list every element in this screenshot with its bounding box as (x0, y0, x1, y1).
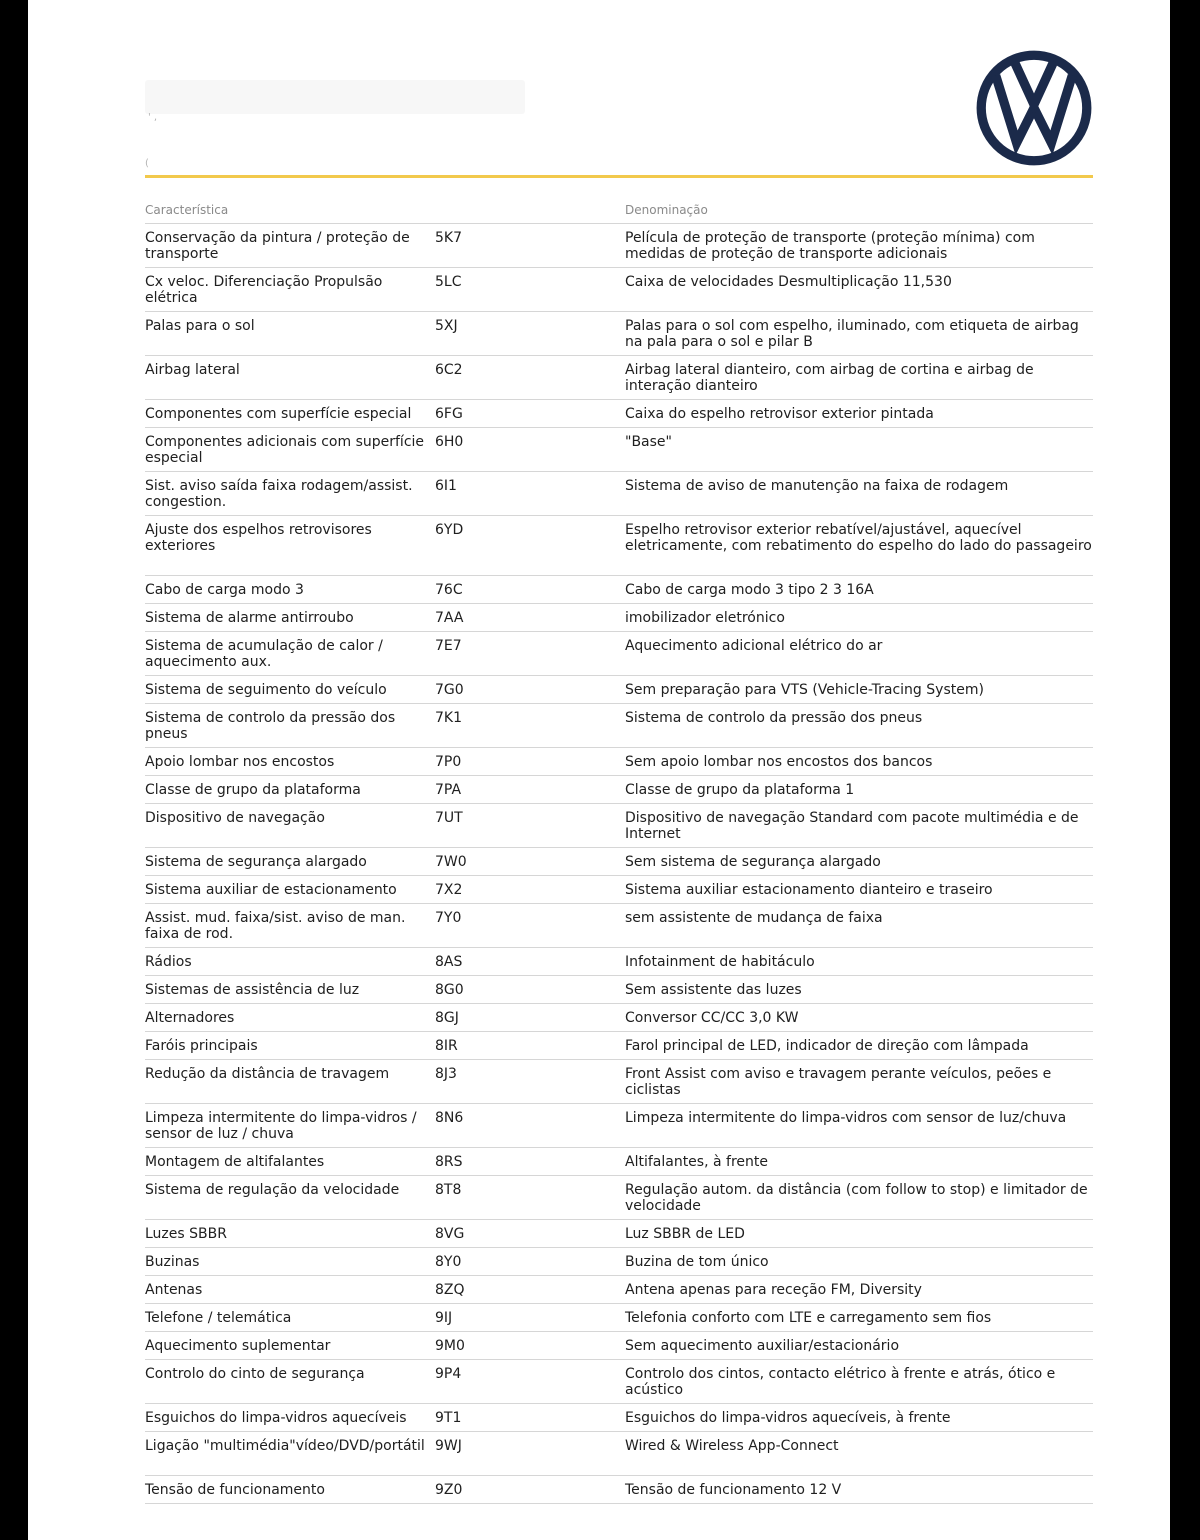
cell-code: 6C2 (435, 362, 463, 378)
column-header-denomination: Denominação (625, 202, 708, 217)
cell-code: 7Y0 (435, 910, 462, 926)
cell-characteristic: Montagem de altifalantes (145, 1154, 325, 1170)
table-row (145, 312, 1093, 356)
cell-denomination: Palas para o sol com espelho, iluminado, com etiqueta de airbag na pala para o sol e pilar B (625, 318, 1079, 350)
table-row (145, 356, 1093, 400)
cell-denomination: Caixa do espelho retrovisor exterior pintada (625, 406, 934, 422)
cell-characteristic: Palas para o sol (145, 318, 255, 334)
table-body (145, 224, 1093, 1504)
faded-mark: ' , (148, 112, 158, 123)
cell-characteristic: Sistema de acumulação de calor / aquecimento aux. (145, 638, 383, 670)
cell-characteristic: Controlo do cinto de segurança (145, 1366, 365, 1382)
cell-characteristic: Faróis principais (145, 1038, 258, 1054)
cell-code: 8GJ (435, 1010, 459, 1026)
cell-characteristic: Classe de grupo da plataforma (145, 782, 361, 798)
cell-characteristic: Aquecimento suplementar (145, 1338, 331, 1354)
table-row (145, 576, 1093, 604)
cell-denomination: Classe de grupo da plataforma 1 (625, 782, 855, 798)
cell-denomination: Sem apoio lombar nos encostos dos bancos (625, 754, 933, 770)
cell-characteristic: Esguichos do limpa-vidros aquecíveis (145, 1410, 407, 1426)
cell-code: 8Y0 (435, 1254, 462, 1270)
table-row (145, 632, 1093, 676)
cell-code: 8AS (435, 954, 463, 970)
cell-code: 8ZQ (435, 1282, 465, 1298)
cell-code: 5LC (435, 274, 462, 290)
cell-characteristic: Apoio lombar nos encostos (145, 754, 335, 770)
cell-code: 6YD (435, 522, 464, 538)
cell-characteristic: Cabo de carga modo 3 (145, 582, 304, 598)
cell-characteristic: Sistema de regulação da velocidade (145, 1182, 400, 1198)
table-row (145, 1220, 1093, 1248)
table-row (145, 400, 1093, 428)
table-row (145, 1032, 1093, 1060)
table-row (145, 604, 1093, 632)
cell-characteristic: Luzes SBBR (145, 1226, 227, 1242)
cell-code: 9P4 (435, 1366, 462, 1382)
specification-table (145, 196, 1093, 1504)
table-row (145, 472, 1093, 516)
cell-denomination: Luz SBBR de LED (625, 1226, 745, 1242)
cell-characteristic: Sistema de controlo da pressão dos pneus (145, 710, 396, 742)
cell-code: 8J3 (435, 1066, 457, 1082)
cell-code: 8N6 (435, 1110, 464, 1126)
cell-characteristic: Buzinas (145, 1254, 200, 1270)
cell-code: 7PA (435, 782, 462, 798)
table-row (145, 224, 1093, 268)
cell-denomination: Tensão de funcionamento 12 V (625, 1482, 842, 1498)
cell-denomination: "Base" (625, 434, 672, 450)
table-row (145, 1248, 1093, 1276)
cell-code: 6I1 (435, 478, 457, 494)
cell-code: 9Z0 (435, 1482, 463, 1498)
cell-code: 7E7 (435, 638, 462, 654)
table-row (145, 904, 1093, 948)
cell-characteristic: Limpeza intermitente do limpa-vidros / sensor de luz / chuva (145, 1110, 417, 1142)
cell-code: 8VG (435, 1226, 465, 1242)
cell-denomination: Controlo dos cintos, contacto elétrico à frente e atrás, ótico e acústico (625, 1366, 1056, 1398)
cell-code: 9T1 (435, 1410, 462, 1426)
cell-denomination: Sistema de aviso de manutenção na faixa de rodagem (625, 478, 1009, 494)
cell-denomination: Antena apenas para receção FM, Diversity (625, 1282, 922, 1298)
cell-denomination: Cabo de carga modo 3 tipo 2 3 16A (625, 582, 874, 598)
cell-code: 5K7 (435, 230, 462, 246)
cell-characteristic: Redução da distância de travagem (145, 1066, 390, 1082)
cell-denomination: Limpeza intermitente do limpa-vidros com sensor de luz/chuva (625, 1110, 1067, 1126)
table-row (145, 1432, 1093, 1476)
cell-characteristic: Rádios (145, 954, 192, 970)
faded-mark: ( (145, 158, 149, 169)
table-header (145, 196, 1093, 224)
table-row (145, 1476, 1093, 1504)
cell-denomination: Espelho retrovisor exterior rebatível/ajustável, aquecível eletricamente, com rebatimento do espelho do lado do passageiro (625, 522, 1092, 554)
cell-characteristic: Assist. mud. faixa/sist. aviso de man. faixa de rod. (145, 910, 406, 942)
table-row (145, 516, 1093, 576)
cell-denomination: Farol principal de LED, indicador de direção com lâmpada (625, 1038, 1029, 1054)
cell-characteristic: Componentes com superfície especial (145, 406, 412, 422)
table-row (145, 1360, 1093, 1404)
cell-code: 6H0 (435, 434, 464, 450)
table-row (145, 848, 1093, 876)
cell-code: 9WJ (435, 1438, 462, 1454)
cell-denomination: Infotainment de habitáculo (625, 954, 815, 970)
cell-denomination: Sistema de controlo da pressão dos pneus (625, 710, 923, 726)
table-row (145, 1332, 1093, 1360)
cell-characteristic: Conservação da pintura / proteção de transporte (145, 230, 410, 262)
cell-denomination: Sistema auxiliar estacionamento dianteiro e traseiro (625, 882, 993, 898)
cell-denomination: Regulação autom. da distância (com follow to stop) e limitador de velocidade (625, 1182, 1088, 1214)
table-row (145, 948, 1093, 976)
cell-denomination: imobilizador eletrónico (625, 610, 785, 626)
cell-denomination: Front Assist com aviso e travagem perante veículos, peões e ciclistas (625, 1066, 1052, 1098)
cell-denomination: Dispositivo de navegação Standard com pacote multimédia e de Internet (625, 810, 1079, 842)
header-accent-rule (145, 175, 1093, 178)
cell-code: 7G0 (435, 682, 464, 698)
table-row (145, 976, 1093, 1004)
cell-code: 7W0 (435, 854, 467, 870)
cell-code: 9M0 (435, 1338, 465, 1354)
cell-denomination: Wired & Wireless App-Connect (625, 1438, 839, 1454)
cell-code: 8RS (435, 1154, 463, 1170)
cell-denomination: Esguichos do limpa-vidros aquecíveis, à frente (625, 1410, 951, 1426)
volkswagen-logo-icon (976, 50, 1092, 166)
table-row (145, 1404, 1093, 1432)
cell-characteristic: Telefone / telemática (145, 1310, 292, 1326)
table-row (145, 1176, 1093, 1220)
cell-denomination: sem assistente de mudança de faixa (625, 910, 883, 926)
cell-denomination: Sem sistema de segurança alargado (625, 854, 881, 870)
cell-denomination: Altifalantes, à frente (625, 1154, 768, 1170)
cell-code: 76C (435, 582, 463, 598)
cell-code: 8IR (435, 1038, 458, 1054)
table-row (145, 1104, 1093, 1148)
table-row (145, 268, 1093, 312)
cell-code: 7K1 (435, 710, 462, 726)
cell-denomination: Buzina de tom único (625, 1254, 769, 1270)
cell-code: 7X2 (435, 882, 463, 898)
column-header-characteristic: Característica (145, 202, 229, 217)
cell-characteristic: Alternadores (145, 1010, 235, 1026)
cell-denomination: Sem aquecimento auxiliar/estacionário (625, 1338, 900, 1354)
cell-denomination: Conversor CC/CC 3,0 KW (625, 1010, 799, 1026)
cell-characteristic: Sistemas de assistência de luz (145, 982, 360, 998)
table-row (145, 704, 1093, 748)
faded-header-area (145, 80, 525, 114)
cell-code: 7UT (435, 810, 463, 826)
table-row (145, 876, 1093, 904)
cell-denomination: Sem preparação para VTS (Vehicle-Tracing System) (625, 682, 984, 698)
cell-code: 5XJ (435, 318, 458, 334)
table-row (145, 1276, 1093, 1304)
cell-code: 7AA (435, 610, 464, 626)
cell-characteristic: Dispositivo de navegação (145, 810, 325, 826)
cell-characteristic: Cx veloc. Diferenciação Propulsão elétrica (145, 274, 383, 306)
table-row (145, 748, 1093, 776)
cell-characteristic: Componentes adicionais com superfície especial (145, 434, 425, 466)
cell-characteristic: Tensão de funcionamento (145, 1482, 325, 1498)
cell-denomination: Película de proteção de transporte (proteção mínima) com medidas de proteção de transporte adicionais (625, 230, 1035, 262)
cell-characteristic: Sistema de seguimento do veículo (145, 682, 387, 698)
cell-denomination: Airbag lateral dianteiro, com airbag de cortina e airbag de interação dianteiro (625, 362, 1034, 394)
cell-characteristic: Sistema de alarme antirroubo (145, 610, 354, 626)
table-row (145, 1148, 1093, 1176)
cell-code: 6FG (435, 406, 463, 422)
cell-code: 8T8 (435, 1182, 462, 1198)
cell-denomination: Caixa de velocidades Desmultiplicação 11,530 (625, 274, 952, 290)
table-row (145, 1304, 1093, 1332)
cell-denomination: Telefonia conforto com LTE e carregamento sem fios (625, 1310, 992, 1326)
cell-denomination: Aquecimento adicional elétrico do ar (625, 638, 883, 654)
cell-code: 9IJ (435, 1310, 453, 1326)
cell-code: 7P0 (435, 754, 462, 770)
table-row (145, 1004, 1093, 1032)
cell-characteristic: Airbag lateral (145, 362, 240, 378)
table-row (145, 428, 1093, 472)
cell-denomination: Sem assistente das luzes (625, 982, 802, 998)
cell-characteristic: Ligação "multimédia"vídeo/DVD/portátil (145, 1438, 425, 1454)
table-row (145, 676, 1093, 704)
cell-code: 8G0 (435, 982, 464, 998)
cell-characteristic: Sist. aviso saída faixa rodagem/assist. congestion. (145, 478, 413, 510)
cell-characteristic: Ajuste dos espelhos retrovisores exteriores (145, 522, 372, 554)
cell-characteristic: Sistema auxiliar de estacionamento (145, 882, 397, 898)
table-row (145, 804, 1093, 848)
cell-characteristic: Antenas (145, 1282, 203, 1298)
table-row (145, 1060, 1093, 1104)
cell-characteristic: Sistema de segurança alargado (145, 854, 367, 870)
table-row (145, 776, 1093, 804)
